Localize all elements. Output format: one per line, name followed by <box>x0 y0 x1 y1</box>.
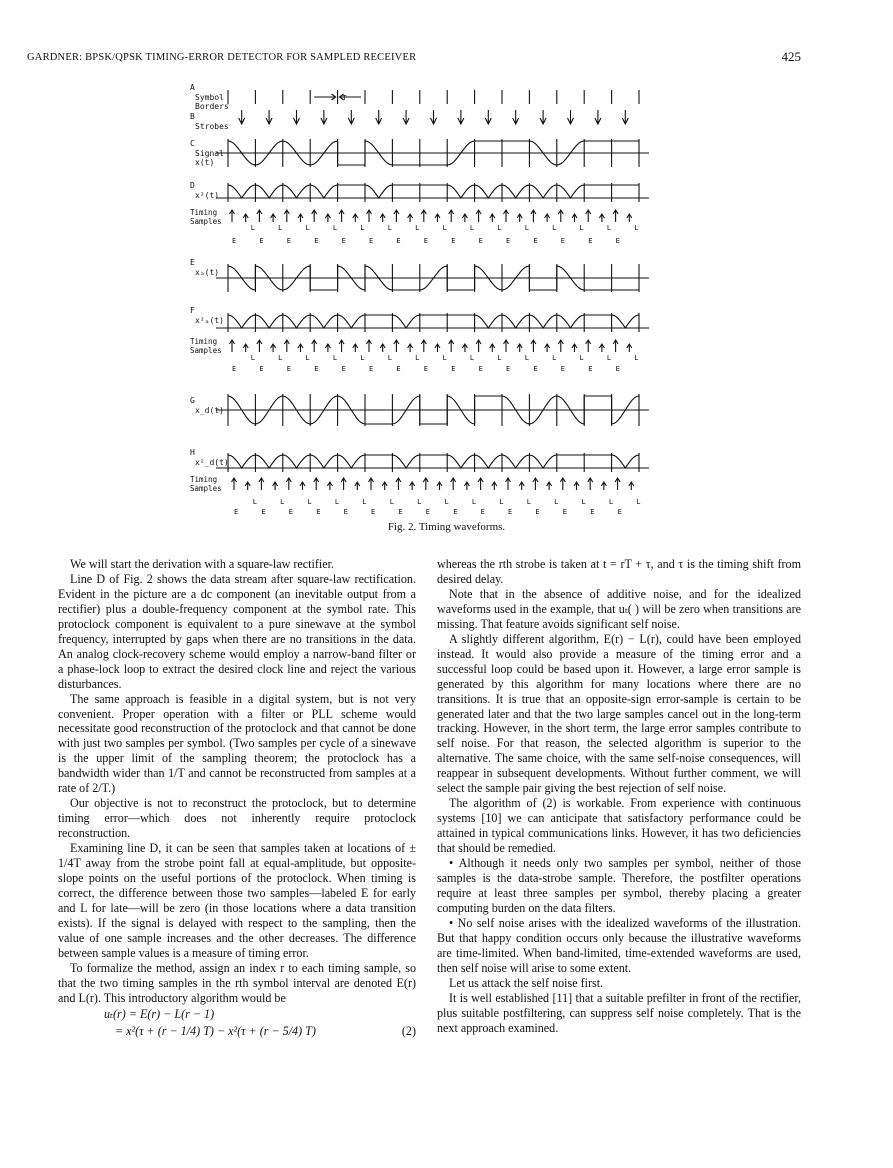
early-label: E <box>617 508 622 516</box>
row-letter: D <box>190 181 195 190</box>
timing-sample-arrow <box>545 214 550 222</box>
paragraph: Note that in the absence of additive noise, and for the idealized waveforms used in the example, that uₜ( ) will be zero when transitions are missing. That feature avoids significant self noise. <box>437 586 801 631</box>
timing-sample-arrow <box>435 344 440 352</box>
late-label: L <box>389 498 394 506</box>
early-label: E <box>371 508 376 516</box>
early-label: E <box>314 237 319 245</box>
paragraph: Line D of Fig. 2 shows the data stream after square-law rectification. Evident in the picture are a dc component (an inevitable output from a rectifier) plus a double-frequency component at the symbol rate. This protoclock component is equivalent to a pure sinewave at the symbol frequency, interrupted by gaps when there are no transitions in the data. An analog clock-recovery scheme would employ a narrow-band filter or a phase-lock loop to extract the desired clock line and reject the various disturbances. <box>58 571 416 691</box>
timing-sample-arrow <box>396 478 401 490</box>
timing-sample-arrow <box>353 344 358 352</box>
timing-sample-arrow <box>547 482 552 490</box>
timing-sample-arrow <box>586 210 591 222</box>
timing-sample-arrow <box>284 210 289 222</box>
row-label: Strobes <box>195 122 229 131</box>
timing-sample-arrow <box>627 214 632 222</box>
late-label: L <box>471 498 477 506</box>
early-label: E <box>533 365 538 373</box>
timing-sample-arrow <box>259 478 264 490</box>
early-label: E <box>480 508 485 516</box>
equation-line-2 <box>58 1024 416 1040</box>
row-label: x(t) <box>195 158 215 167</box>
late-label: L <box>362 498 367 506</box>
late-label: L <box>469 354 475 362</box>
late-label: L <box>360 224 365 232</box>
timing-sample-arrow <box>560 478 565 490</box>
timing-sample-arrow <box>341 478 346 490</box>
timing-sample-arrow <box>531 340 536 352</box>
timing-sample-arrow <box>243 344 248 352</box>
late-label: L <box>552 224 557 232</box>
early-label: E <box>369 365 374 373</box>
row-letter: E <box>190 258 195 267</box>
timing-sample-arrow <box>478 478 483 490</box>
timing-label: Samples <box>190 484 222 493</box>
early-label: E <box>369 237 374 245</box>
early-label: E <box>398 508 403 516</box>
row-letter: H <box>190 448 195 457</box>
equation-lhs: uₜ(r) = E(r) − L(r − 1) <box>104 1006 215 1021</box>
timing-sample-arrow <box>325 214 330 222</box>
timing-sample-arrow <box>380 344 385 352</box>
timing-sample-arrow <box>574 482 579 490</box>
late-label: L <box>606 354 612 362</box>
early-label: E <box>341 365 346 373</box>
timing-label: Samples <box>190 346 222 355</box>
timing-sample-arrow <box>490 344 495 352</box>
timing-sample-arrow <box>312 340 317 352</box>
timing-sample-arrow <box>586 340 591 352</box>
timing-sample-arrow <box>232 478 237 490</box>
timing-sample-arrow <box>300 482 305 490</box>
late-label: L <box>526 498 531 506</box>
early-label: E <box>232 237 237 245</box>
timing-waveforms-figure <box>0 0 893 520</box>
timing-sample-arrow <box>423 478 428 490</box>
row-label: Signal <box>195 149 224 158</box>
timing-sample-arrow <box>613 210 618 222</box>
timing-sample-arrow <box>314 478 319 490</box>
timing-sample-arrow <box>353 214 358 222</box>
timing-label: Timing <box>190 475 218 484</box>
timing-sample-arrow <box>599 344 604 352</box>
late-label: L <box>442 224 447 232</box>
timing-sample-arrow <box>449 210 454 222</box>
paragraph: The algorithm of (2) is workable. From experience with continuous systems [10] we can anticipate that satisfactory performance could be attained in typical communications links. However, it has two deficiencies that should be remedied. <box>437 796 801 856</box>
bullet-item: • Although it needs only two samples per symbol, neither of those samples is the data-strobe sample. Therefore, the postfilter operations require at least three samples per symbol, thereby placing a greater computing burden on the data filters. <box>437 856 801 915</box>
late-label: L <box>332 224 338 232</box>
timing-sample-arrow <box>367 210 372 222</box>
row-label: x²(t) <box>195 191 220 200</box>
early-label: E <box>506 237 511 245</box>
equation-rhs: = x²(τ + (r − 1/4) T) − x²(τ + (r − 5/4) T) <box>115 1023 316 1038</box>
timing-sample-arrow <box>601 482 606 490</box>
early-label: E <box>506 365 511 373</box>
timing-sample-arrow <box>327 482 332 490</box>
timing-sample-arrow <box>531 210 536 222</box>
early-label: E <box>590 508 595 516</box>
timing-sample-arrow <box>284 340 289 352</box>
timing-sample-arrow <box>533 478 538 490</box>
early-label: E <box>234 508 239 516</box>
early-label: E <box>451 237 456 245</box>
row-label: x²ₐ(t) <box>195 316 224 325</box>
late-label: L <box>332 354 338 362</box>
early-label: E <box>560 237 566 245</box>
early-label: E <box>259 365 264 373</box>
timing-sample-arrow <box>273 482 278 490</box>
early-label: E <box>560 365 566 373</box>
late-label: L <box>305 224 310 232</box>
late-label: L <box>387 354 392 362</box>
figure-caption: Fig. 2. Timing waveforms. <box>387 521 506 533</box>
timing-sample-arrow <box>394 340 399 352</box>
paragraph: To formalize the method, assign an index r to each timing sample, so that the two timing samples in the rth symbol interval are denoted E(r) and L(r). This introductory algorithm would be <box>58 960 416 1005</box>
timing-sample-arrow <box>410 482 415 490</box>
row-letter: C <box>190 139 195 148</box>
strobe-arrow <box>348 110 354 124</box>
early-label: E <box>478 365 483 373</box>
paragraph: whereas the rth strobe is taken at t = rT + τ, and τ is the timing shift from desired delay. <box>437 557 801 586</box>
tau-label: T <box>342 94 347 102</box>
paragraph: We will start the derivation with a square-law rectifier. <box>70 557 334 571</box>
late-label: L <box>634 354 639 362</box>
timing-sample-arrow <box>504 340 509 352</box>
timing-sample-arrow <box>558 340 563 352</box>
row-letter: B <box>190 112 195 121</box>
timing-sample-arrow <box>230 340 235 352</box>
timing-sample-arrow <box>464 482 469 490</box>
timing-sample-arrow <box>339 210 344 222</box>
timing-sample-arrow <box>588 478 593 490</box>
squared-waveform-d <box>228 185 639 198</box>
timing-sample-arrow <box>462 344 467 352</box>
row-label: Symbol <box>195 93 224 102</box>
row-label: x_d(t) <box>195 406 224 415</box>
early-label: E <box>314 365 319 373</box>
row-letter: F <box>190 306 195 315</box>
early-label: E <box>343 508 348 516</box>
timing-sample-arrow <box>394 210 399 222</box>
timing-sample-arrow <box>435 214 440 222</box>
early-label: E <box>425 508 431 516</box>
timing-sample-arrow <box>355 482 360 490</box>
early-label: E <box>316 508 321 516</box>
timing-sample-arrow <box>476 210 481 222</box>
timing-sample-arrow <box>408 214 413 222</box>
early-label: E <box>588 365 593 373</box>
strobe-arrow <box>622 110 628 124</box>
timing-label: Samples <box>190 217 222 226</box>
timing-sample-arrow <box>421 340 426 352</box>
timing-label: Timing <box>190 337 218 346</box>
late-label: L <box>280 498 285 506</box>
late-label: L <box>579 224 584 232</box>
early-label: E <box>232 365 237 373</box>
late-label: L <box>636 498 641 506</box>
strobe-arrow <box>294 110 300 124</box>
timing-sample-arrow <box>517 344 522 352</box>
late-label: L <box>524 354 529 362</box>
page-number: 425 <box>781 49 801 64</box>
timing-sample-arrow <box>504 210 509 222</box>
timing-sample-arrow <box>519 482 524 490</box>
timing-sample-arrow <box>339 340 344 352</box>
late-label: L <box>307 498 312 506</box>
late-label: L <box>499 498 504 506</box>
timing-sample-arrow <box>257 340 262 352</box>
equation-line-1 <box>58 1007 416 1023</box>
early-label: E <box>535 508 540 516</box>
strobe-arrow <box>568 110 574 124</box>
early-label: E <box>286 365 292 373</box>
strobe-arrow <box>376 110 382 124</box>
timing-sample-arrow <box>312 210 317 222</box>
paragraph: A slightly different algorithm, E(r) − L(r), could have been employed instead. It would also provide a measure of the timing error and a successful loop could be based upon it. However, a large error sample is generated by this algorithm for many locations where there are no transitions. It is true that an opposite-sign error-sample is certain to be generated later and that the two large samples cancel out in the long-term tracking. However, in the short term, the large error samples contribute to self noise. For that reason, the selected algorithm is superior to the alternative. The same choice, with the same self-noise consequences, will reappear in subsequent developments. Without further comment, we will select the sample pair giving the best rejection of self noise. <box>437 631 801 796</box>
timing-sample-arrow <box>325 344 330 352</box>
timing-sample-arrow <box>367 340 372 352</box>
row-label: x²_d(t) <box>195 458 229 467</box>
late-label: L <box>581 498 586 506</box>
late-label: L <box>634 224 639 232</box>
late-label: L <box>552 354 557 362</box>
squared-waveform-f <box>228 315 639 328</box>
late-label: L <box>417 498 422 506</box>
strobe-arrow <box>540 110 546 124</box>
timing-sample-arrow <box>545 344 550 352</box>
strobe-arrow <box>239 110 245 124</box>
late-label: L <box>579 354 584 362</box>
late-label: L <box>444 498 449 506</box>
timing-sample-arrow <box>230 210 235 222</box>
timing-sample-arrow <box>492 482 497 490</box>
row-letter: G <box>190 396 195 405</box>
left-column <box>58 557 416 1041</box>
timing-sample-arrow <box>451 478 456 490</box>
early-label: E <box>423 237 429 245</box>
timing-sample-arrow <box>572 344 577 352</box>
timing-sample-arrow <box>627 344 632 352</box>
timing-sample-arrow <box>369 478 374 490</box>
early-label: E <box>615 237 620 245</box>
late-label: L <box>250 354 255 362</box>
strobe-arrow <box>485 110 491 124</box>
right-column <box>437 557 801 1036</box>
late-label: L <box>252 498 257 506</box>
delay-arrow <box>314 94 335 100</box>
strobe-arrow <box>321 110 327 124</box>
late-label: L <box>554 498 559 506</box>
early-label: E <box>533 237 538 245</box>
late-label: L <box>278 224 283 232</box>
timing-sample-arrow <box>286 478 291 490</box>
timing-sample-arrow <box>558 210 563 222</box>
late-label: L <box>305 354 310 362</box>
early-label: E <box>451 365 456 373</box>
timing-sample-arrow <box>245 482 250 490</box>
strobe-arrow <box>458 110 464 124</box>
strobe-arrow <box>431 110 437 124</box>
squared-waveform-h <box>228 455 639 468</box>
late-label: L <box>387 224 392 232</box>
late-label: L <box>334 498 340 506</box>
late-label: L <box>524 224 529 232</box>
paragraph: Let us attack the self noise first. <box>449 975 604 990</box>
timing-sample-arrow <box>382 482 387 490</box>
timing-sample-arrow <box>599 214 604 222</box>
timing-sample-arrow <box>421 210 426 222</box>
early-label: E <box>396 365 401 373</box>
late-label: L <box>497 354 502 362</box>
timing-sample-arrow <box>572 214 577 222</box>
early-label: E <box>259 237 264 245</box>
late-label: L <box>469 224 475 232</box>
early-label: E <box>588 237 593 245</box>
paragraph: The same approach is feasible in a digital system, but is not very convenient. Proper operation with a filter or PLL scheme would necessitate good reconstruction of the protoclock and that cannot be done with just two samples per symbol. (Two samples per cycle of a sinewave is the upper limit of the sampling theorem; the protoclock has a bandwidth wider than 1/T and cannot be reconstructed from samples at a rate of 2/T.) <box>58 691 416 796</box>
timing-sample-arrow <box>615 478 620 490</box>
paragraph: It is well established [11] that a suitable prefilter in front of the rectifier, plus suitable postfiltering, can suppress self noise completely. That is the next approach examined. <box>437 990 801 1035</box>
early-label: E <box>508 508 513 516</box>
early-label: E <box>341 237 346 245</box>
early-label: E <box>288 508 294 516</box>
equation-number: (2) <box>401 1023 416 1038</box>
late-label: L <box>442 354 447 362</box>
timing-sample-arrow <box>257 210 262 222</box>
late-label: L <box>278 354 283 362</box>
timing-sample-arrow <box>629 482 634 490</box>
early-label: E <box>615 365 620 373</box>
paragraph: Examining line D, it can be seen that samples taken at locations of ± 1/4T away from the strobe point fall at equal-amplitude, but opposite-slope points on the useful portions of the protoclock. When timing is correct, the difference between those two samples—labeled E for early and L for late—will be zero (in those locations where a data transition exists). If the signal is delayed with respect to the sampling, then the value of one sample increases and the other decreases. The difference between sample values is a measure of timing error. <box>58 841 416 960</box>
late-label: L <box>608 498 614 506</box>
early-label: E <box>423 365 429 373</box>
early-label: E <box>286 237 292 245</box>
strobe-arrow <box>595 110 601 124</box>
early-label: E <box>453 508 458 516</box>
timing-sample-arrow <box>517 214 522 222</box>
row-letter: A <box>190 83 195 92</box>
timing-sample-arrow <box>449 340 454 352</box>
timing-sample-arrow <box>613 340 618 352</box>
timing-sample-arrow <box>437 482 442 490</box>
early-label: E <box>478 237 483 245</box>
timing-label: Timing <box>190 208 218 217</box>
timing-sample-arrow <box>243 214 248 222</box>
bullet-item: • No self noise arises with the idealized waveforms of the illustration. But that happy condition occurs only because the illustrative waveforms are time-limited. When band-limited, time-extended waveforms are used, then self noise will arise to some extent. <box>437 915 801 975</box>
timing-sample-arrow <box>490 214 495 222</box>
early-label: E <box>396 237 401 245</box>
early-label: E <box>562 508 568 516</box>
strobe-arrow <box>513 110 519 124</box>
late-label: L <box>415 224 420 232</box>
timing-sample-arrow <box>298 214 303 222</box>
running-head: GARDNER: BPSK/QPSK TIMING-ERROR DETECTOR FOR SAMPLED RECEIVER <box>27 52 417 63</box>
late-label: L <box>415 354 420 362</box>
timing-sample-arrow <box>298 344 303 352</box>
early-label: E <box>261 508 266 516</box>
late-label: L <box>250 224 255 232</box>
timing-sample-arrow <box>462 214 467 222</box>
row-label: Borders <box>195 102 229 111</box>
row-label: xₐ(t) <box>195 268 220 277</box>
strobe-arrow <box>266 110 272 124</box>
timing-sample-arrow <box>271 214 276 222</box>
timing-sample-arrow <box>271 344 276 352</box>
paragraph: Our objective is not to reconstruct the protoclock, but to determine timing error—which does not inherently require protoclock reconstruction. <box>58 796 416 841</box>
late-label: L <box>497 224 502 232</box>
late-label: L <box>606 224 612 232</box>
strobe-arrow <box>403 110 409 124</box>
timing-sample-arrow <box>476 340 481 352</box>
late-label: L <box>360 354 365 362</box>
timing-sample-arrow <box>408 344 413 352</box>
timing-sample-arrow <box>506 478 511 490</box>
timing-sample-arrow <box>380 214 385 222</box>
